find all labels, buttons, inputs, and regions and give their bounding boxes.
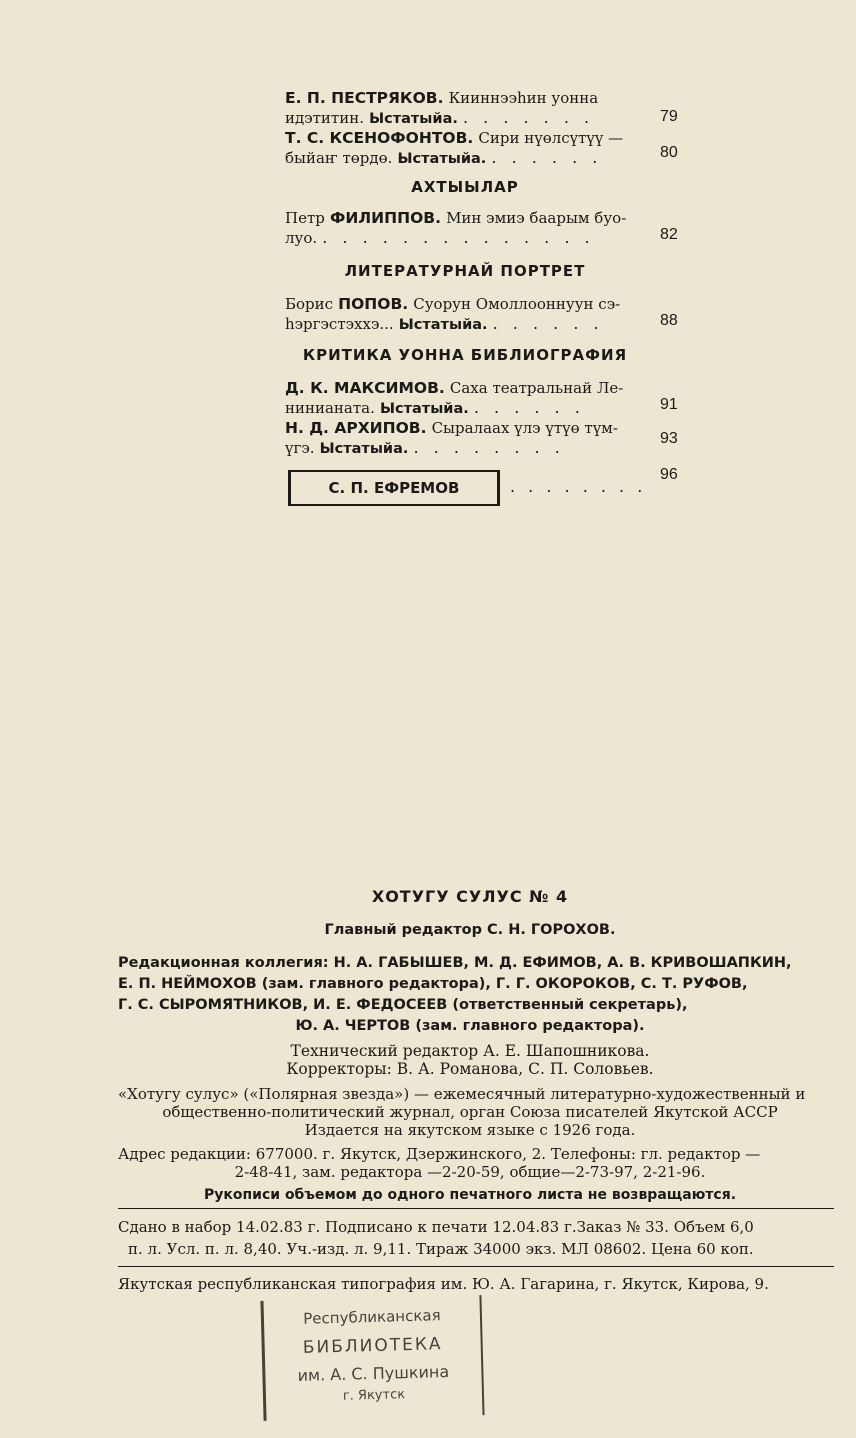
print-details: п. л. Усл. п. л. 8,40. Уч.-изд. л. 9,11. Тираж 34000 экз. МЛ 08602. Цена 60 коп. bbox=[128, 1240, 754, 1258]
toc-author: Е. П. ПЕСТРЯКОВ. bbox=[285, 89, 444, 107]
stamp-line: Республиканская bbox=[303, 1306, 441, 1328]
toc-title: быйаҥ төрдө. bbox=[285, 149, 393, 167]
toc-title: Суорун Омоллооннуун сэ- bbox=[413, 295, 621, 313]
journal-description: Издается на якутском языке с 1926 года. bbox=[304, 1121, 636, 1139]
toc-author: Н. Д. АРХИПОВ. bbox=[285, 419, 427, 437]
toc-page-number: 82 bbox=[660, 226, 678, 243]
toc-first-name: Петр bbox=[285, 209, 325, 227]
editorial-address: Адрес редакции: 677000. г. Якутск, Дзержинского, 2. Телефоны: гл. редактор — bbox=[118, 1145, 761, 1163]
leader-dots: . . . . . . . . bbox=[510, 477, 647, 496]
toc-page-number: 80 bbox=[660, 144, 678, 161]
section-heading: АХТЫЫЛАР bbox=[411, 178, 519, 196]
journal-description: общественно-политический журнал, орган Союза писателей Якутской АССР bbox=[162, 1103, 778, 1121]
library-stamp bbox=[260, 1295, 484, 1421]
toc-entry: Т. С. КСЕНОФОНТОВ. Сири нүөлсүтүү — быйаҥ төрдө. Ыстатыйа. . . . . . . bbox=[285, 129, 624, 167]
stamp-line: г. Якутск bbox=[342, 1387, 406, 1404]
editorial-board-line: Ю. А. ЧЕРТОВ (зам. главного редактора). bbox=[295, 1018, 645, 1034]
stamp-line: им. А. С. Пушкина bbox=[297, 1362, 450, 1385]
print-details: Сдано в набор 14.02.83 г. Подписано к печати 12.04.83 г.Заказ № 33. Объем 6,0 bbox=[118, 1218, 754, 1236]
journal-description: «Хотугу сулус» («Полярная звезда») — ежемесячный литературно-художественный и bbox=[118, 1085, 806, 1103]
toc-page-number: 88 bbox=[660, 312, 678, 329]
toc-title: луо. bbox=[285, 229, 318, 247]
toc-title: Мин эмиэ баарым буо- bbox=[446, 209, 627, 227]
toc-title: һэргэстэххэ... bbox=[285, 315, 394, 333]
toc-entry: Н. Д. АРХИПОВ. Сыралаах үлэ үтүө түм- үгэ. Ыстатыйа. . . . . . . . . bbox=[285, 419, 618, 457]
section-heading: ЛИТЕРАТУРНАЙ ПОРТРЕТ bbox=[344, 262, 586, 280]
editorial-address: 2-48-41, зам. редактора —2-20-59, общие—2-73-97, 2-21-96. bbox=[234, 1163, 706, 1181]
toc-title: Сыралаах үлэ үтүө түм- bbox=[431, 419, 618, 437]
boxed-author-name: С. П. ЕФРЕМОВ bbox=[288, 470, 500, 506]
toc-page-number: 91 bbox=[660, 396, 678, 413]
toc-title: Саха театральнай Ле- bbox=[449, 379, 624, 397]
toc-entry: Е. П. ПЕСТРЯКОВ. Кииннээһин уонна идэтитин. Ыстатыйа. . . . . . . . bbox=[285, 89, 599, 127]
correctors: Корректоры: В. А. Романова, С. П. Соловьев. bbox=[286, 1060, 654, 1078]
toc-title: Кииннээһин уонна bbox=[448, 89, 599, 107]
toc-entry: Д. К. МАКСИМОВ. Саха театральнай Ле- нинианата. Ыстатыйа. . . . . . . bbox=[285, 379, 624, 417]
toc-page-number: 79 bbox=[660, 108, 678, 125]
toc-author: Д. К. МАКСИМОВ. bbox=[285, 379, 445, 397]
toc-author: ФИЛИППОВ. bbox=[329, 209, 441, 227]
toc-title: идэтитин. bbox=[285, 109, 364, 127]
journal-title: ХОТУГУ СУЛУС № 4 bbox=[371, 887, 569, 906]
toc-genre: Ыстатыйа. bbox=[397, 151, 487, 167]
toc-entry: Петр ФИЛИППОВ. Мин эмиэ баарым буо- луо. . . . . . . . . . . . . . . bbox=[285, 209, 627, 247]
toc-entry: Борис ПОПОВ. Суорун Омоллооннуун сэ- һэргэстэххэ... Ыстатыйа. . . . . . . bbox=[285, 295, 621, 333]
toc-genre: Ыстатыйа. bbox=[379, 401, 469, 417]
toc-genre: Ыстатыйа. bbox=[398, 317, 488, 333]
chief-editor: Главный редактор С. Н. ГОРОХОВ. bbox=[324, 922, 616, 938]
toc-genre: Ыстатыйа. bbox=[319, 441, 409, 457]
toc-genre: Ыстатыйа. bbox=[369, 111, 458, 127]
editorial-board-line: Г. С. СЫРОМЯТНИКОВ, И. Е. ФЕДОСЕЕВ (ответственный секретарь), bbox=[118, 997, 688, 1013]
technical-editor: Технический редактор А. Е. Шапошникова. bbox=[290, 1042, 650, 1060]
editorial-board-line: Е. П. НЕЙМОХОВ (зам. главного редактора), Г. Г. ОКОРОКОВ, С. Т. РУФОВ, bbox=[118, 976, 748, 992]
toc-author: Т. С. КСЕНОФОНТОВ. bbox=[285, 129, 474, 147]
toc-page-number: 93 bbox=[660, 430, 678, 447]
section-heading: КРИТИКА УОННА БИБЛИОГРАФИЯ bbox=[302, 346, 628, 364]
toc-first-name: Борис bbox=[285, 295, 334, 313]
manuscripts-notice: Рукописи объемом до одного печатного листа не возвращаются. bbox=[203, 1187, 737, 1203]
toc-title: Сири нүөлсүтүү — bbox=[478, 129, 624, 147]
printer-info: Якутская республиканская типография им. Ю. А. Гагарина, г. Якутск, Кирова, 9. bbox=[118, 1275, 769, 1293]
toc-author: ПОПОВ. bbox=[338, 295, 409, 313]
divider bbox=[118, 1266, 834, 1267]
toc-page-number: 96 bbox=[660, 466, 678, 483]
stamp-line: БИБЛИОТЕКА bbox=[302, 1334, 443, 1358]
divider bbox=[118, 1208, 834, 1209]
toc-title: нинианата. bbox=[285, 399, 375, 417]
editorial-board-line: Редакционная коллегия: Н. А. ГАБЫШЕВ, М. Д. ЕФИМОВ, А. В. КРИВОШАПКИН, bbox=[118, 955, 792, 971]
toc-title: үгэ. bbox=[285, 439, 315, 457]
